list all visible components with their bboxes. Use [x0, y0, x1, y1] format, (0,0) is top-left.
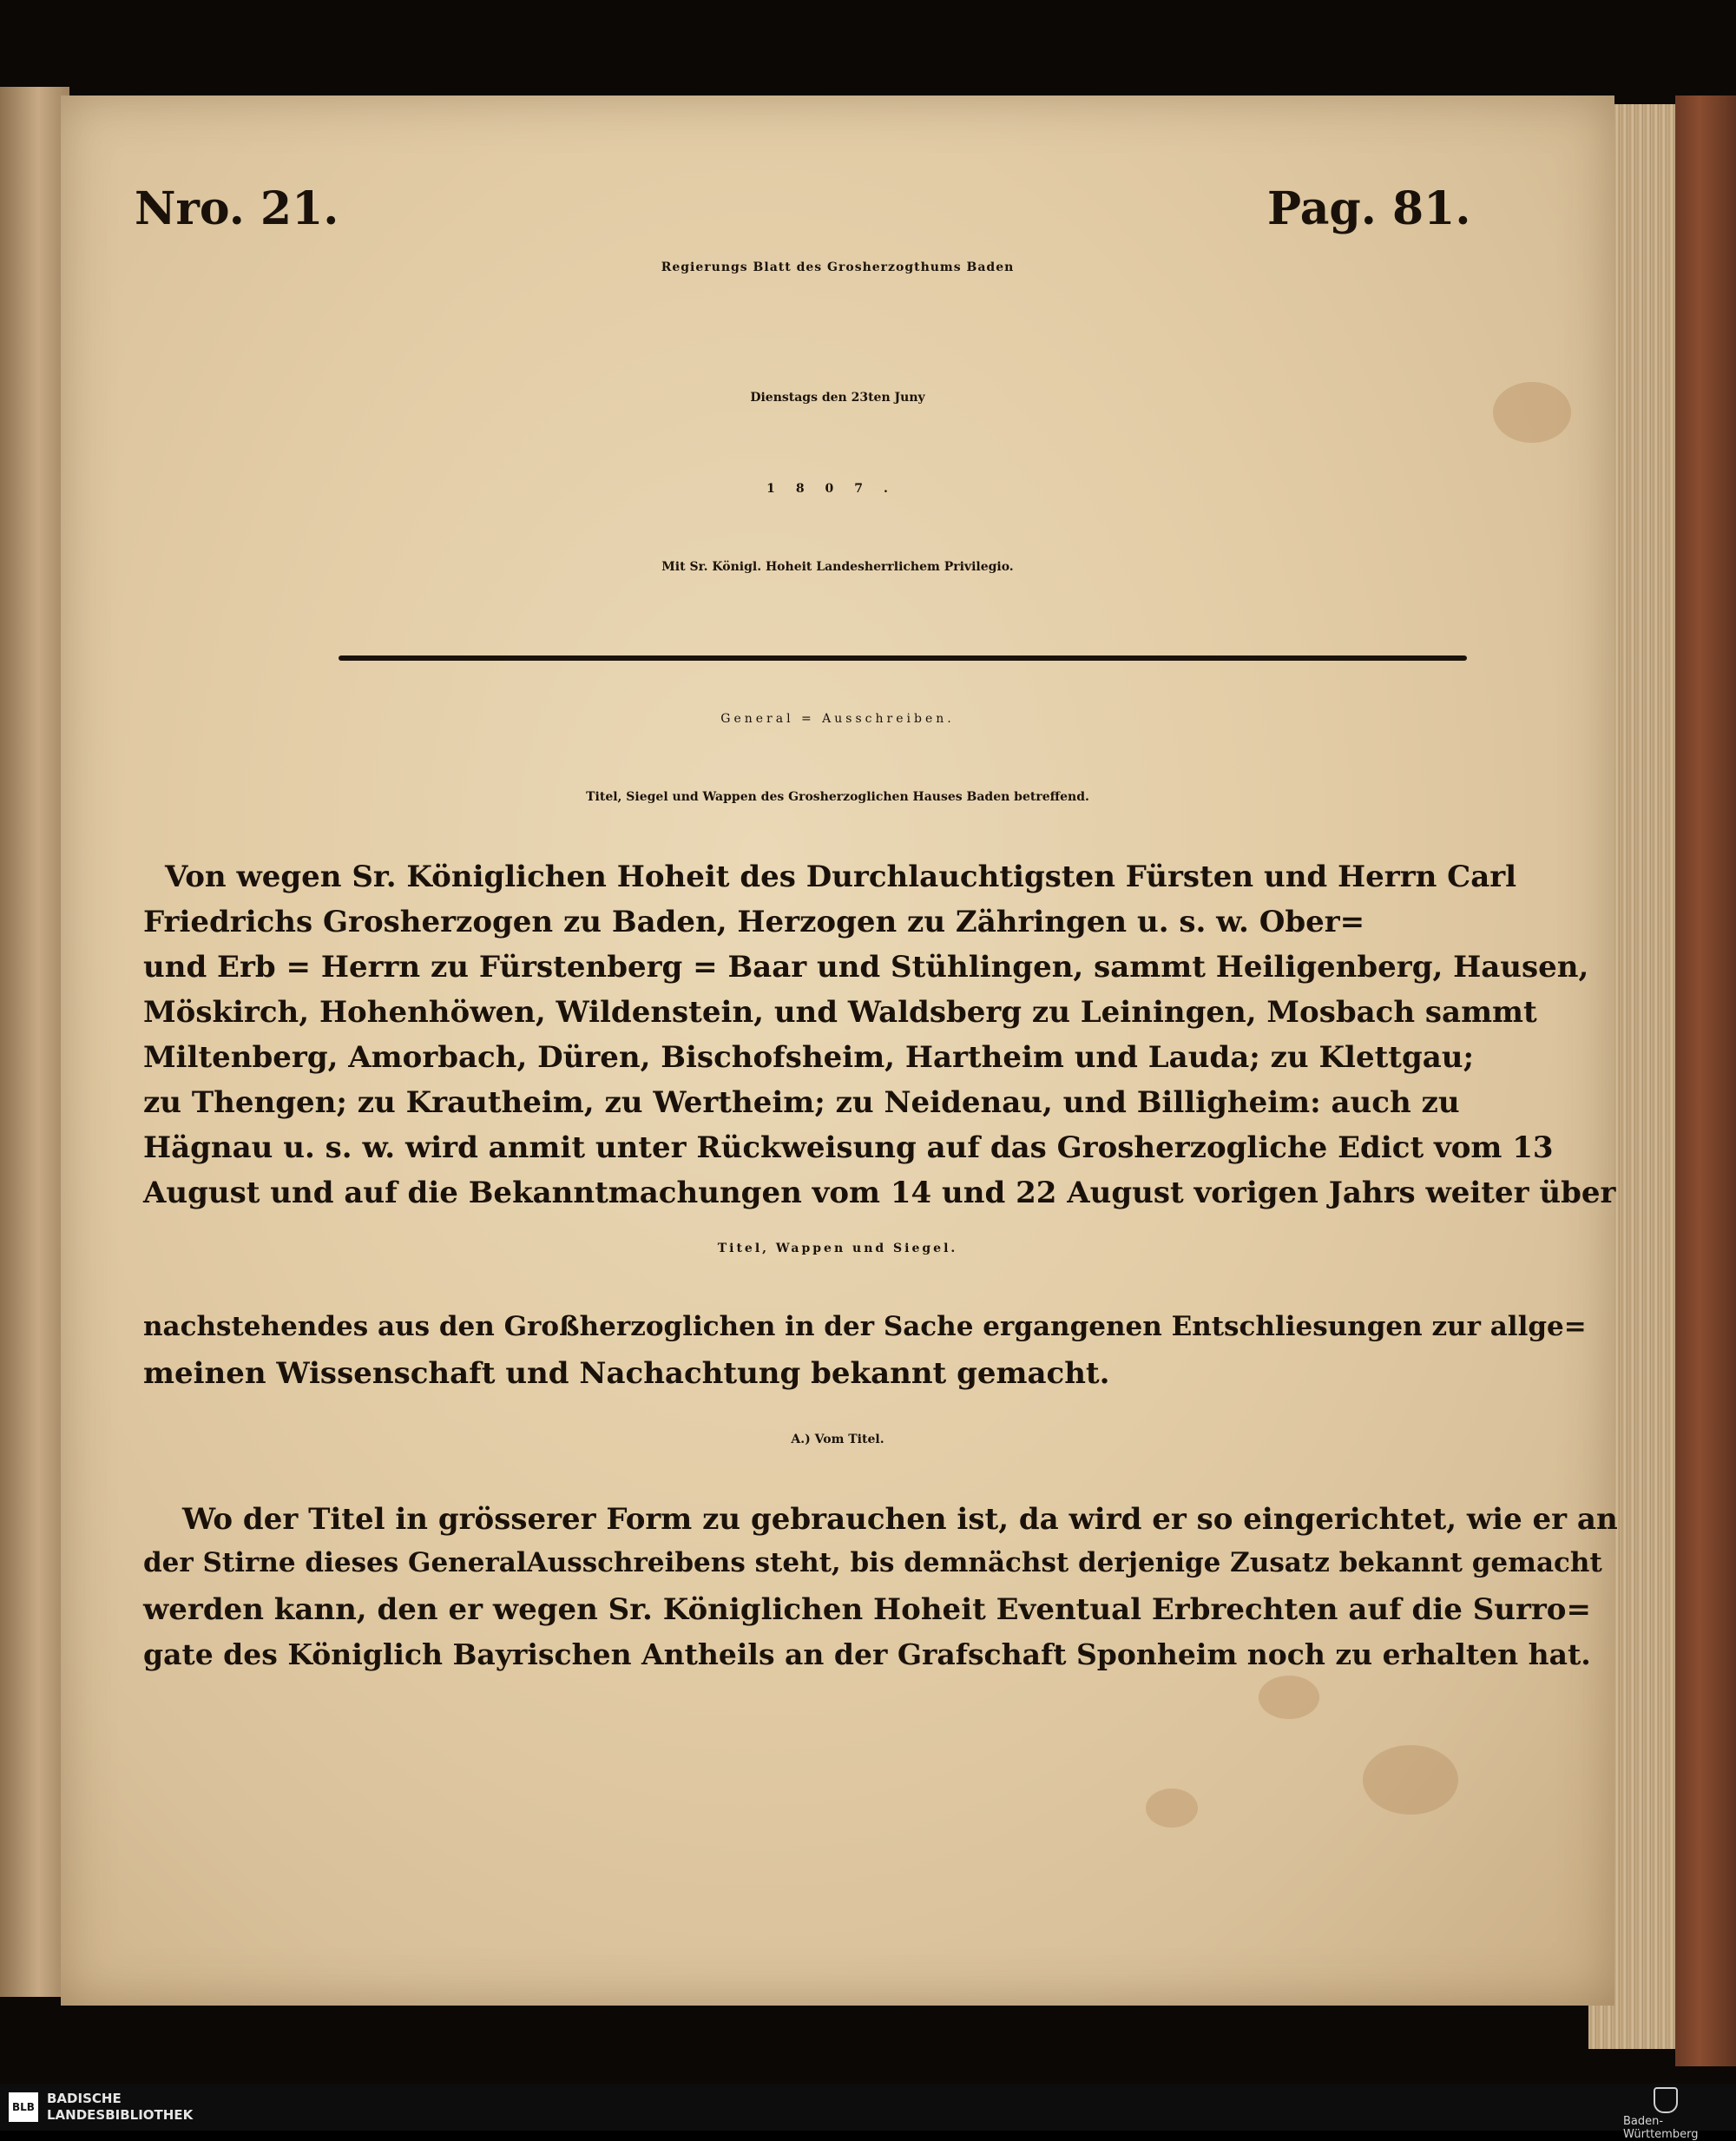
library-name [47, 2091, 193, 2124]
paper-stain [1146, 1789, 1198, 1828]
article-heading: General = Ausschreiben. [720, 712, 955, 726]
privilege-line: Mit Sr. Königl. Hoheit Landesherrlichem Privilegio. [661, 560, 1014, 574]
text-line: meinen Wissenschaft und Nachachtung bekannt gemacht. [143, 1356, 1110, 1391]
text-line: August und auf die Bekanntmachungen vom 14 und 22 August vorigen Jahrs weiter über [143, 1176, 1616, 1210]
section-heading-title-arms-seal: Titel, Wappen und Siegel. [717, 1242, 958, 1255]
viewer-footer [0, 2084, 1736, 2141]
library-name-line: BADISCHE [47, 2091, 122, 2106]
issue-date: Dienstags den 23ten Juny [750, 391, 925, 405]
state-name: Baden-Württemberg [1623, 2115, 1699, 2141]
text-line: Friedrichs Grosherzogen zu Baden, Herzogen zu Zähringen u. s. w. Ober= [143, 905, 1365, 939]
text-line: zu Thengen; zu Krautheim, zu Wertheim; zu Neidenau, und Billigheim: auch zu [143, 1085, 1460, 1120]
article-subject: Titel, Siegel und Wappen des Grosherzoglichen Hauses Baden betreffend. [586, 790, 1089, 804]
blb-logo[interactable]: BLB [9, 2092, 38, 2122]
issue-number: Nro. 21. [135, 182, 339, 235]
state-coat-of-arms-icon [1654, 2087, 1678, 2113]
text-line: nachstehendes aus den Großherzoglichen in der Sache ergangenen Entschliesungen zur allge= [143, 1311, 1587, 1342]
document-page [61, 96, 1618, 2006]
text-line: Möskirch, Hohenhöwen, Wildenstein, und Waldsberg zu Leiningen, Mosbach sammt [143, 995, 1537, 1030]
page-number: Pag. 81. [1267, 182, 1471, 235]
text-line: Von wegen Sr. Königlichen Hoheit des Durchlauchtigsten Fürsten und Herrn Carl [165, 860, 1517, 894]
section-heading-a: A.) Vom Titel. [791, 1433, 884, 1446]
paper-stain [1363, 1745, 1458, 1815]
gazette-title: Regierungs Blatt des Grosherzogthums Baden [661, 260, 1015, 274]
text-line: Hägnau u. s. w. wird anmit unter Rückweisung auf das Grosherzogliche Edict vom 13 [143, 1130, 1554, 1165]
text-line: gate des Königlich Bayrischen Antheils an der Grafschaft Sponheim noch zu erhalten hat. [143, 1637, 1591, 1671]
issue-year: 1807. [766, 482, 909, 496]
text-line: werden kann, den er wegen Sr. Königlichen Hoheit Eventual Erbrechten auf die Surro= [143, 1592, 1591, 1627]
paper-stain [1259, 1676, 1319, 1719]
left-facing-page-edge [0, 87, 69, 1997]
library-name-line: LANDESBIBLIOTHEK [47, 2107, 194, 2123]
header-divider [339, 655, 1467, 661]
text-line: Wo der Titel in grösserer Form zu gebrauchen ist, da wird er so eingerichtet, wie er an [182, 1502, 1618, 1537]
text-line: der Stirne dieses GeneralAusschreibens steht, bis demnächst derjenige Zusatz bekannt gemacht [143, 1547, 1602, 1578]
text-line: und Erb = Herrn zu Fürstenberg = Baar und Stühlingen, sammt Heiligenberg, Hausen, [143, 950, 1589, 985]
book-cover-edge [1675, 96, 1736, 2066]
text-line: Miltenberg, Amorbach, Düren, Bischofsheim, Hartheim und Lauda; zu Klettgau; [143, 1040, 1475, 1075]
